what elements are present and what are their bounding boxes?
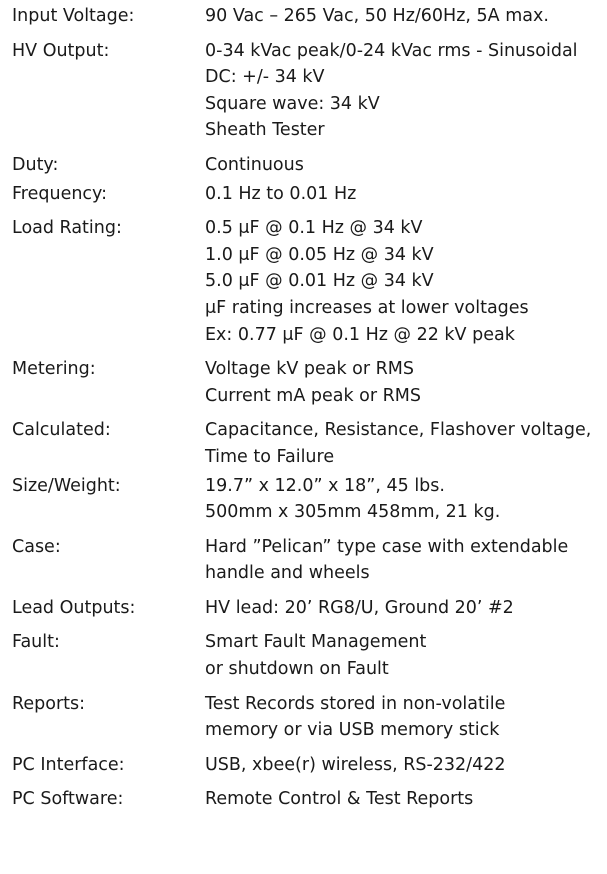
spec-label: Calculated: xyxy=(12,420,111,441)
spec-row-fault xyxy=(12,629,607,682)
spec-value-line: Current mA peak or RMS xyxy=(205,385,421,406)
spec-label: Reports: xyxy=(12,693,86,714)
spec-row-hv-output xyxy=(12,38,607,144)
spec-value-line: Smart Fault Management xyxy=(205,632,427,653)
spec-values xyxy=(205,752,607,779)
spec-value-line: memory or via USB memory stick xyxy=(205,720,500,741)
spec-value-line: or shutdown on Fault xyxy=(205,659,389,680)
spec-value-line: Continuous xyxy=(205,154,304,175)
spec-value-line: 1.0 μF @ 0.05 Hz @ 34 kV xyxy=(205,244,434,265)
spec-values xyxy=(205,786,607,813)
spec-row-reports xyxy=(12,691,607,744)
spec-values xyxy=(205,152,607,179)
spec-value-line: Sheath Tester xyxy=(205,120,325,141)
spec-value-line: Remote Control & Test Reports xyxy=(205,789,474,810)
spec-value-line: Test Records stored in non-volatile xyxy=(205,693,506,714)
spec-values xyxy=(205,38,607,144)
spec-row-input-voltage xyxy=(12,3,607,30)
spec-row-case xyxy=(12,534,607,587)
spec-values xyxy=(205,534,607,587)
spec-row-metering xyxy=(12,356,607,409)
spec-value-line: 5.0 μF @ 0.01 Hz @ 34 kV xyxy=(205,271,434,292)
spec-value-line: Voltage kV peak or RMS xyxy=(205,359,415,380)
spec-value-line: Square wave: 34 kV xyxy=(205,93,380,114)
spec-label: PC Interface: xyxy=(12,754,125,775)
spec-value-line: Hard ”Pelican” type case with extendable xyxy=(205,536,569,557)
spec-value-line: Time to Failure xyxy=(205,446,335,467)
spec-values xyxy=(205,3,607,30)
spec-row-pc-software xyxy=(12,786,607,813)
spec-label: Duty: xyxy=(12,154,59,175)
spec-value-line: μF rating increases at lower voltages xyxy=(205,297,529,318)
spec-value-line: 19.7” x 12.0” x 18”, 45 lbs. xyxy=(205,475,445,496)
spec-values xyxy=(205,691,607,744)
spec-label: Frequency: xyxy=(12,183,108,204)
spec-values xyxy=(205,181,607,208)
spec-value-line: Capacitance, Resistance, Flashover voltage, xyxy=(205,420,592,441)
spec-table xyxy=(12,0,607,813)
spec-value-line: 0-34 kVac peak/0-24 kVac rms - Sinusoidal xyxy=(205,40,578,61)
spec-label: HV Output: xyxy=(12,40,110,61)
spec-value-line: 0.5 μF @ 0.1 Hz @ 34 kV xyxy=(205,218,423,239)
spec-label: Fault: xyxy=(12,632,60,653)
spec-label: PC Software: xyxy=(12,789,124,810)
spec-label: Input Voltage: xyxy=(12,6,135,26)
spec-value-line: HV lead: 20’ RG8/U, Ground 20’ #2 xyxy=(205,597,514,618)
spec-values xyxy=(205,595,607,622)
spec-value-line: USB, xbee(r) wireless, RS-232/422 xyxy=(205,754,506,775)
spec-label: Load Rating: xyxy=(12,218,122,239)
spec-values xyxy=(205,629,607,682)
spec-row-pc-interface xyxy=(12,752,607,779)
spec-value-line: DC: +/- 34 kV xyxy=(205,67,325,88)
spec-value-line: 0.1 Hz to 0.01 Hz xyxy=(205,183,357,204)
spec-label: Size/Weight: xyxy=(12,475,121,496)
spec-value-line: 500mm x 305mm 458mm, 21 kg. xyxy=(205,502,501,523)
spec-row-calculated xyxy=(12,417,607,470)
spec-value-line: 90 Vac – 265 Vac, 50 Hz/60Hz, 5A max. xyxy=(205,6,549,26)
spec-label: Lead Outputs: xyxy=(12,597,136,618)
spec-value-line: handle and wheels xyxy=(205,563,370,584)
spec-values xyxy=(205,215,607,348)
spec-values xyxy=(205,356,607,409)
spec-values xyxy=(205,417,607,470)
spec-label: Case: xyxy=(12,536,61,557)
spec-label: Metering: xyxy=(12,359,96,380)
spec-value-line: Ex: 0.77 μF @ 0.1 Hz @ 22 kV peak xyxy=(205,324,515,345)
spec-row-duty xyxy=(12,152,607,179)
spec-values xyxy=(205,473,607,526)
spec-row-size-weight xyxy=(12,473,607,526)
spec-row-frequency xyxy=(12,181,607,208)
spec-row-lead-outputs xyxy=(12,595,607,622)
spec-row-load-rating xyxy=(12,215,607,348)
